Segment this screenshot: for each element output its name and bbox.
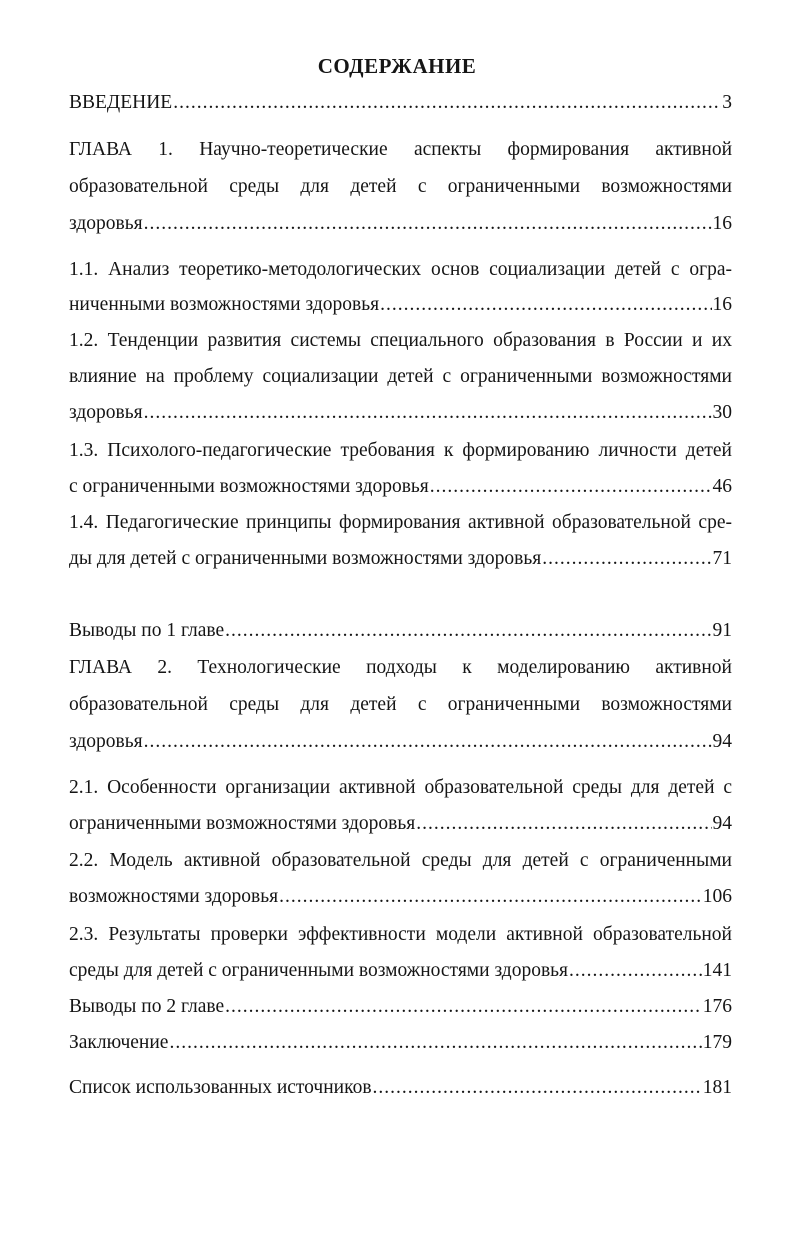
entry-label: среды для детей с ограниченными возможностями здоровья <box>69 960 569 981</box>
section-1-2-line1: 1.2. Тенденции развития системы специального образования в России и их <box>69 330 732 351</box>
toc-entry-section-1-3 <box>69 474 732 500</box>
toc-entry-references <box>69 1075 732 1101</box>
dot-leader <box>144 729 712 755</box>
entry-label: здоровья <box>69 731 143 752</box>
chapter2-line2: образовательной среды для детей с ограниченными возможностями <box>69 694 732 715</box>
section-1-1-line1: 1.1. Анализ теоретико-методологических основ социализации детей с огра- <box>69 259 732 280</box>
entry-label: здоровья <box>69 213 143 234</box>
dot-leader <box>569 958 702 984</box>
entry-label: ограниченными возможностями здоровья <box>69 813 416 834</box>
entry-label: Список использованных источников <box>69 1077 372 1098</box>
dot-leader <box>416 811 711 837</box>
toc-entry-introduction <box>69 90 732 116</box>
dot-leader <box>542 546 711 572</box>
dot-leader <box>225 618 711 644</box>
page-number: 94 <box>712 813 732 834</box>
entry-label: здоровья <box>69 402 143 423</box>
section-2-3-line1: 2.3. Результаты проверки эффективности модели активной образовательной <box>69 924 732 945</box>
page-title: СОДЕРЖАНИЕ <box>317 54 477 78</box>
entry-label: Заключение <box>69 1032 169 1053</box>
dot-leader <box>279 884 702 910</box>
entry-label: ниченными возможностями здоровья <box>69 294 380 315</box>
dot-leader <box>380 292 711 318</box>
toc-entry-section-2-3 <box>69 958 732 984</box>
dot-leader <box>373 1075 702 1101</box>
page-number: 46 <box>712 476 732 497</box>
section-2-2-line1: 2.2. Модель активной образовательной среды для детей с ограниченными <box>69 850 732 871</box>
toc-entry-section-1-4 <box>69 546 732 572</box>
entry-label: возможностями здоровья <box>69 886 279 907</box>
page-number: 179 <box>702 1032 732 1053</box>
toc-entry-section-2-2 <box>69 884 732 910</box>
page-number: 16 <box>712 213 732 234</box>
page-number: 141 <box>702 960 732 981</box>
page-number: 91 <box>712 620 732 641</box>
toc-entry-section-1-2 <box>69 400 732 426</box>
toc-entry-conclusion <box>69 1030 732 1056</box>
dot-leader <box>430 474 712 500</box>
entry-label: ВВЕДЕНИЕ <box>69 92 173 113</box>
page-number: 71 <box>712 548 732 569</box>
dot-leader <box>225 994 702 1020</box>
page-number: 181 <box>702 1077 732 1098</box>
page-number: 106 <box>702 886 732 907</box>
toc-entry-section-2-1 <box>69 811 732 837</box>
page-number: 16 <box>712 294 732 315</box>
dot-leader <box>144 400 712 426</box>
section-1-2-line2: влияние на проблему социализации детей с ограниченными возможностями <box>69 366 732 387</box>
dot-leader <box>173 90 721 116</box>
section-1-4-line1: 1.4. Педагогические принципы формирования активной образовательной сре- <box>69 512 732 533</box>
toc-entry-conclusions-1 <box>69 618 732 644</box>
toc-entry-chapter1 <box>69 211 732 237</box>
page-number: 94 <box>712 731 732 752</box>
entry-label: с ограниченными возможностями здоровья <box>69 476 429 497</box>
section-2-1-line1: 2.1. Особенности организации активной образовательной среды для детей с <box>69 777 732 798</box>
chapter1-line1: ГЛАВА 1. Научно-теоретические аспекты формирования активной <box>69 139 732 160</box>
chapter2-line1: ГЛАВА 2. Технологические подходы к моделированию активной <box>69 657 732 678</box>
entry-label: Выводы по 2 главе <box>69 996 225 1017</box>
toc-entry-conclusions-2 <box>69 994 732 1020</box>
chapter1-line2: образовательной среды для детей с ограниченными возможностями <box>69 176 732 197</box>
entry-label: Выводы по 1 главе <box>69 620 225 641</box>
page-number: 176 <box>702 996 732 1017</box>
toc-entry-section-1-1 <box>69 292 732 318</box>
toc-entry-chapter2 <box>69 729 732 755</box>
dot-leader <box>144 211 712 237</box>
entry-label: ды для детей с ограниченными возможностями здоровья <box>69 548 542 569</box>
section-1-3-line1: 1.3. Психолого-педагогические требования к формированию личности детей <box>69 440 732 461</box>
dot-leader <box>169 1030 701 1056</box>
page-number: 30 <box>712 402 732 423</box>
page-number: 3 <box>722 92 732 113</box>
